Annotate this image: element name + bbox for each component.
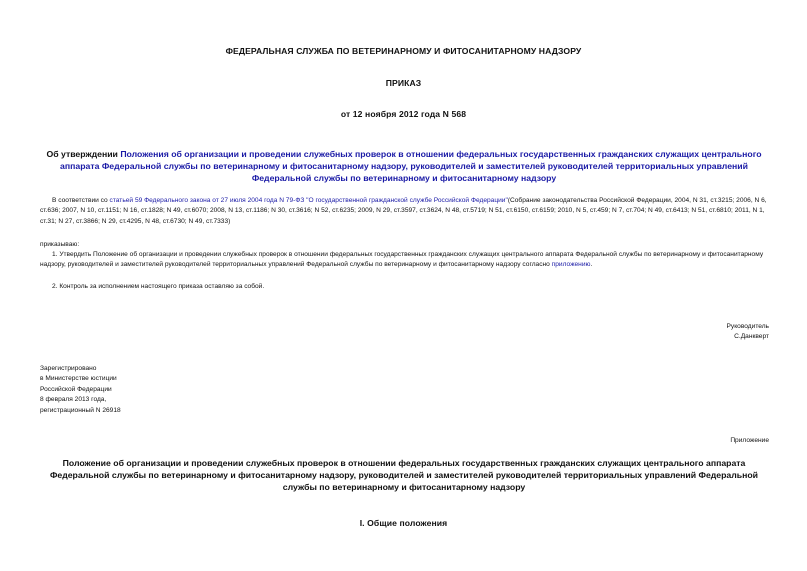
date-number-heading: от 12 ноября 2012 года N 568 — [340, 109, 467, 119]
title-prefix: Об утверждении — [46, 149, 118, 159]
registration-line-2: в Министерстве юстиции — [40, 375, 117, 383]
preamble-intro: В соответствии со — [52, 197, 108, 204]
doc-type-heading: ПРИКАЗ — [385, 78, 422, 88]
agency-heading: ФЕДЕРАЛЬНАЯ СЛУЖБА ПО ВЕТЕРИНАРНОМУ И ФИТОСАНИТАРНОМУ НАДЗОРУ — [225, 46, 582, 56]
preamble-rest: (Собрание законодательства Российской Федерации, 2004, N 31, ст.3215; 2006, N 6, ст.636; 2007, N 10, ст.1151; N 16, ст.1828; N 49, ст.6070; 2008, N 13, ст.1186; N 30, ст.3616; N 52, ст.6235; 2009, N 29, ст.3597, ст.3624, N 48, ст.5719; N 51, ст.6150, ст.6159; 2010, N 5, ст.459; N 7, ст.704; N 49, ст.6413; N 51, ст.6810; 2011, N 1, ст.31; N 27, ст.3866; N 29, ст.4295, N 48, ст.6730; N 49, ст.7333) — [40, 197, 767, 225]
registration-line-1: Зарегистрировано — [40, 365, 97, 372]
item-1-end: . — [590, 261, 593, 269]
title-link[interactable]: Положения об организации и проведении служебных проверок в отношении федеральных государственных гражданских служащих центрального аппарата Федеральной службы по ветеринарному и фитосанитарному надзору, руководителей и заместителей руководителей территориальных управлений Федеральной службы по ветеринарному и фитосанитарному надзору — [60, 149, 762, 183]
appendix-label: Приложение — [730, 437, 769, 444]
signature-role: Руководитель — [726, 323, 769, 330]
signature — [727, 322, 769, 343]
registration-line-5: регистрационный N 26918 — [40, 406, 121, 414]
registration-line-4: 8 февраля 2013 года, — [40, 396, 107, 404]
section-1-heading: I. Общие положения — [359, 518, 448, 528]
item-2: 2. Контроль за исполнением настоящего приказа оставляю за собой. — [52, 283, 265, 290]
signature-name: С.Данкверт — [734, 333, 769, 341]
registration-block — [40, 364, 121, 416]
item-1-text: 1. Утвердить Положение об организации и проведении служебных проверок в отношении федеральных государственных гражданских служащих центрального аппарата Федеральной службы по ветеринарному и фитосанитарному надзору, руководителей и заместителей руководителей территориальных управлений Федеральной службы по ветеринарному и фитосанитарному надзору согласно — [40, 251, 764, 269]
appendix-title: Положение об организации и проведении служебных проверок в отношении федеральных государственных гражданских служащих центрального аппарата Федеральной службы по ветеринарному и фитосанитарному надзору, руководителей и заместителей руководителей территориальных управлений Федеральной службы по ветеринарному и фитосанитарному надзору — [49, 458, 759, 492]
preamble-law-link[interactable]: статьей 59 Федерального закона от 27 июля 2004 года N 79-ФЗ "О государственной гражданской службе Российской Федерации" — [109, 197, 508, 204]
preamble — [40, 196, 770, 227]
order-word: приказываю: — [40, 241, 80, 248]
appendix-link[interactable]: приложению — [551, 261, 591, 269]
registration-line-3: Российской Федерации — [40, 385, 112, 393]
item-1 — [40, 250, 770, 271]
order-title — [40, 148, 768, 184]
